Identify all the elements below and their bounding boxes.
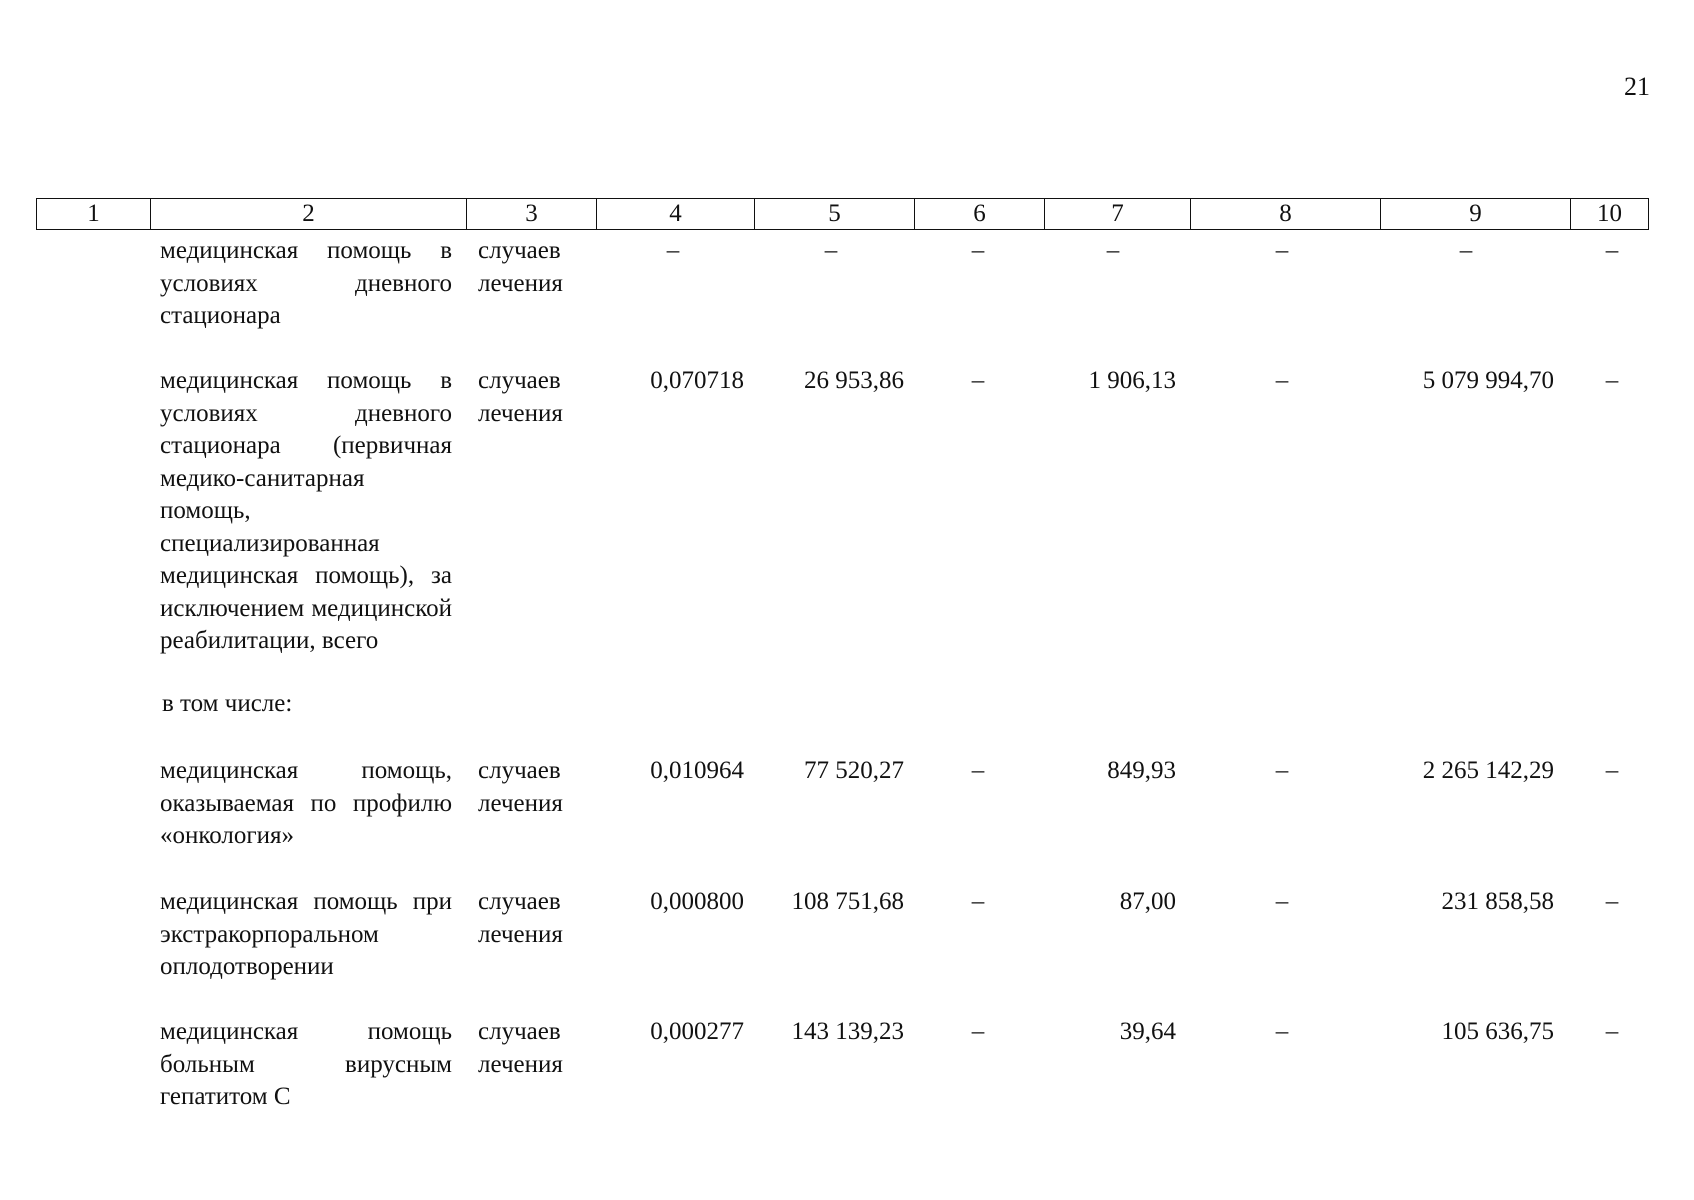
row-col-5: 77 520,27 [804,757,904,784]
row-col-9: 5 079 994,70 [1422,367,1554,394]
row-col-7: 39,64 [1119,1018,1176,1045]
row-col-5: 26 953,86 [804,367,904,394]
row-col-7: 87,00 [1119,888,1176,915]
column-number-5: 5 [755,199,915,230]
row-col-6: – [971,237,985,264]
row-col-8: – [1275,888,1289,915]
column-number-10: 10 [1571,199,1649,230]
row-name: медицинская помощь в условиях дневного стационара (первичная медико-санитарная помощь, специализированная медицинская помощь), за исключением медицинской реабилитации, всего [160,367,452,654]
column-number-9: 9 [1381,199,1571,230]
row-col-10: – [1605,237,1619,264]
row-unit: случаев лечения [478,367,563,427]
row-unit: случаев лечения [478,888,563,948]
row-name: медицинская помощь, оказываемая по профилю «онкология» [160,757,452,849]
row-unit: случаев лечения [478,757,563,817]
row-unit: случаев лечения [478,237,563,297]
row-col-5: – [824,237,838,264]
row-col-9: 2 265 142,29 [1422,757,1554,784]
row-col-4: – [666,237,680,264]
row-col-8: – [1275,757,1289,784]
row-col-7: 849,93 [1107,757,1176,784]
row-col-5: 108 751,68 [791,888,904,915]
column-number-1: 1 [37,199,151,230]
row-col-4: 0,070718 [650,367,744,394]
row-col-6: – [971,1018,985,1045]
subheading: в том числе: [162,690,293,717]
row-col-10: – [1605,757,1619,784]
row-col-8: – [1275,367,1289,394]
row-col-9: 231 858,58 [1441,888,1554,915]
row-col-7: – [1106,237,1120,264]
row-name: медицинская помощь больным вирусным гепатитом С [160,1018,452,1110]
row-col-5: 143 139,23 [791,1018,904,1045]
column-number-7: 7 [1045,199,1191,230]
column-number-6: 6 [915,199,1045,230]
column-number-4: 4 [597,199,755,230]
row-col-6: – [971,888,985,915]
row-col-10: – [1605,888,1619,915]
page-number: 21 [1624,72,1650,101]
column-number-3: 3 [467,199,597,230]
row-col-9: – [1459,237,1473,264]
row-col-8: – [1275,237,1289,264]
row-name: медицинская помощь в условиях дневного стационара [160,237,452,329]
row-col-6: – [971,757,985,784]
row-col-8: – [1275,1018,1289,1045]
column-number-header [36,198,1649,230]
row-col-4: 0,010964 [650,757,744,784]
row-col-4: 0,000277 [650,1018,744,1045]
row-col-10: – [1605,1018,1619,1045]
row-col-4: 0,000800 [650,888,744,915]
row-col-7: 1 906,13 [1088,367,1176,394]
row-col-9: 105 636,75 [1441,1018,1554,1045]
row-name: медицинская помощь при экстракорпоральном оплодотворении [160,888,452,980]
column-number-8: 8 [1191,199,1381,230]
column-number-2: 2 [151,199,467,230]
row-col-6: – [971,367,985,394]
row-unit: случаев лечения [478,1018,563,1078]
row-col-10: – [1605,367,1619,394]
